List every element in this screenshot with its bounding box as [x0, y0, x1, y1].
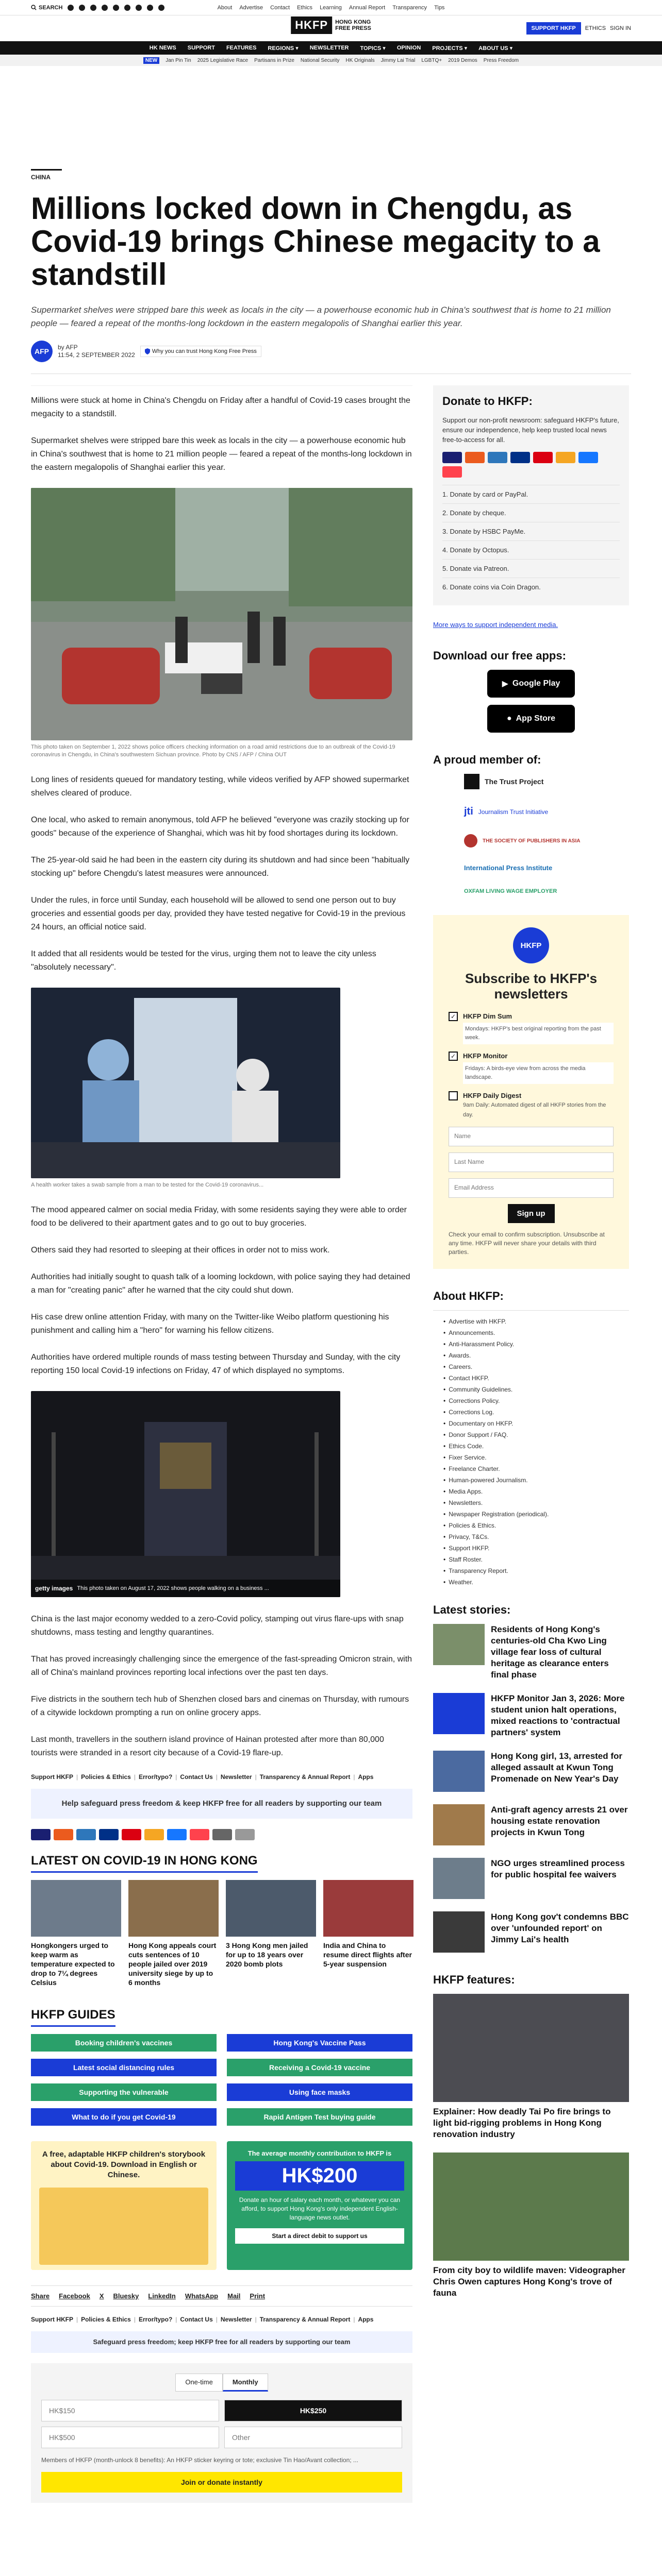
covid-stories — [31, 1880, 412, 1987]
byline — [31, 341, 631, 374]
about-title: About HKFP: — [433, 1290, 504, 1302]
policies-link[interactable]: Policies & Ethics — [81, 1773, 131, 1781]
promo-row — [31, 2141, 412, 2270]
linkedin-icon[interactable] — [124, 5, 130, 11]
shield-icon — [145, 348, 150, 354]
trust-project-icon — [464, 774, 479, 789]
photo-caption: A health worker takes a swab sample from a man to be tested for the Covid-19 coronavirus... — [31, 1182, 264, 1188]
mastercard-icon[interactable] — [465, 452, 485, 463]
about-link[interactable]: • Support HKFP. — [433, 1543, 629, 1554]
feature-title: From city boy to wildlife maven: Videographer Chris Owen captures Hong Kong's trove of fauna — [433, 2265, 625, 2298]
nav-about-us[interactable]: ABOUT US ▾ — [478, 45, 513, 52]
story-thumbnail — [323, 1880, 413, 1937]
patreon-icon[interactable] — [190, 1829, 209, 1840]
article-photo-police[interactable] — [31, 488, 412, 740]
nav-hk-news[interactable]: HK NEWS — [149, 45, 176, 51]
press-freedom-callout[interactable]: Safeguard press freedom; keep HKFP free for all readers by supporting our team — [31, 2331, 412, 2353]
feature-story[interactable] — [433, 2153, 629, 2299]
about-link[interactable]: • Policies & Ethics. — [433, 1520, 629, 1531]
story-thumbnail — [226, 1880, 316, 1937]
latest-story[interactable] — [433, 1624, 629, 1681]
article-paragraph: Under the rules, in force until Sunday, each household will be allowed to send one person out to buy groceries and essential goods per day, provided they have tested negative for Covid-19 in the previous 24 hours, an official notice said. — [31, 896, 406, 931]
article-paragraph: Millions were stuck at home in China's Chengdu on Friday after a handful of Covid-19 cases brought the megacity to a standstill. — [31, 385, 412, 421]
article-paragraph: Five districts in the southern tech hub of Shenzhen closed bars and cinemas on Thursday, with rumours of a citywide lockdown prompting a run on online grocery apps. — [31, 1695, 409, 1717]
share-bar — [31, 2285, 412, 2307]
util-link-about[interactable]: About — [217, 4, 233, 11]
about-link[interactable]: • Corrections Log. — [433, 1406, 629, 1418]
nav-opinion[interactable]: OPINION — [396, 45, 421, 51]
logo-mark: HKFP — [291, 16, 332, 34]
first-name-field[interactable]: Name — [449, 1127, 614, 1146]
byline-meta — [58, 344, 135, 359]
about-link[interactable]: • Corrections Policy. — [433, 1395, 629, 1406]
article-paragraph: Authorities had initially sought to quash talk of a looming lockdown, with police saying they had detained a man for "creating panic" after he warned that the city could shut down. — [31, 1273, 410, 1295]
masthead-actions — [526, 22, 631, 35]
latest-story[interactable] — [433, 1804, 629, 1845]
guide-button[interactable]: Latest social distancing rules — [31, 2059, 217, 2076]
article-category[interactable]: CHINA — [31, 169, 62, 181]
alipay-icon[interactable] — [578, 452, 598, 463]
share-linkedin[interactable]: LinkedIn — [148, 2292, 176, 2300]
covid-story-card[interactable] — [226, 1880, 316, 1987]
jti-logo[interactable]: jti Journalism Trust Initiative — [464, 806, 549, 817]
about-link[interactable]: • Community Guidelines. — [433, 1384, 629, 1395]
nav-features[interactable]: FEATURES — [226, 45, 257, 51]
site-logo[interactable] — [291, 16, 371, 34]
util-link-ethics[interactable]: Ethics — [297, 4, 313, 11]
story-thumbnail — [433, 1858, 485, 1899]
newsletter-desc: Mondays: HKFP's best original reporting from the past week. — [463, 1023, 614, 1044]
article-photo-street[interactable] — [31, 1391, 340, 1597]
rss-icon[interactable] — [158, 5, 164, 11]
about-link[interactable]: • Weather. — [433, 1577, 629, 1588]
sidebar-payment-icons — [442, 452, 620, 478]
amount-options — [41, 2400, 402, 2448]
util-link-contact[interactable]: Contact — [270, 4, 290, 11]
newsletter-option[interactable] — [449, 1012, 614, 1044]
nav-topics[interactable]: TOPICS ▾ — [360, 45, 386, 52]
alipay-icon[interactable] — [167, 1829, 187, 1840]
donate-option[interactable]: 1. Donate by card or PayPal. — [442, 485, 620, 503]
facebook-icon[interactable] — [79, 5, 85, 11]
guide-button[interactable]: Receiving a Covid-19 vaccine — [227, 2059, 412, 2076]
ethics-link[interactable]: ETHICS — [585, 25, 606, 31]
donate-panel — [433, 385, 629, 605]
photo-caption-overlay — [31, 1580, 340, 1597]
subnav-item[interactable]: HK Originals — [345, 57, 375, 63]
feature-image — [433, 1994, 629, 2102]
about-link[interactable]: • Newspaper Registration (periodical). — [433, 1509, 629, 1520]
new-badge: NEW — [143, 57, 159, 64]
share-mail[interactable]: Mail — [227, 2292, 241, 2300]
covid-story-card[interactable] — [128, 1880, 219, 1987]
checkbox-checked[interactable]: ✓ — [449, 1012, 458, 1021]
youtube-icon[interactable] — [113, 5, 119, 11]
article-subhead: Supermarket shelves were stripped bare this week as locals in the city — a powerhouse economic hub in China's southwest that is home to 21 million people — feared a repeat of the months-long lockdown in the eastern megalopolis of Shanghai earlier this year. — [31, 305, 611, 328]
support-link[interactable]: Support HKFP — [31, 1773, 73, 1781]
support-links: Support HKFP | Policies & Ethics | Error/typo? | Contact Us | Newsletter | Transparency & Annual Report | Apps — [31, 1773, 374, 1781]
error-link[interactable]: Error/typo? — [138, 1773, 173, 1781]
newsletter-desc: Fridays: A birds-eye view from across the media landscape. — [463, 1062, 614, 1084]
app-store-badge[interactable]: ● App Store — [487, 705, 575, 733]
amex-icon[interactable] — [488, 452, 507, 463]
twitter-icon[interactable] — [68, 5, 74, 11]
guide-button[interactable]: Hong Kong's Vaccine Pass — [227, 2034, 412, 2052]
newsletter-link[interactable]: Newsletter — [220, 1773, 252, 1781]
story-title: 3 Hong Kong men jailed for up to 18 years over 2020 bomb plots — [226, 1941, 308, 1968]
sopa-icon — [464, 834, 477, 848]
nav-support[interactable]: SUPPORT — [187, 45, 215, 51]
getty-images-logo: getty images — [35, 1585, 73, 1592]
storybook-promo[interactable] — [31, 2141, 217, 2270]
story-thumbnail — [128, 1880, 219, 1937]
article-paragraph: China is the last major economy wedded to a zero-Covid policy, stamping out virus flare-ups with snap shutdowns, mass testing and lengthy quarantines. — [31, 1615, 404, 1637]
newsletter-link[interactable]: Newsletter — [220, 2316, 252, 2323]
share-whatsapp[interactable]: WhatsApp — [185, 2292, 219, 2300]
article-photo-swab[interactable] — [31, 988, 340, 1178]
latest-title: Latest stories: — [433, 1603, 511, 1616]
about-link[interactable]: • Awards. — [433, 1350, 629, 1361]
checkbox-checked[interactable]: ✓ — [449, 1052, 458, 1061]
payme-icon[interactable] — [533, 452, 553, 463]
content-layout — [31, 385, 631, 2503]
policies-link[interactable]: Policies & Ethics — [81, 2316, 131, 2323]
transparency-link[interactable]: Transparency & Annual Report — [259, 1773, 351, 1781]
story-title: Hong Kong gov't condemns BBC over 'unfounded report' on Jimmy Lai's health — [491, 1912, 629, 1944]
apple-icon: ● — [506, 714, 512, 723]
guide-button[interactable]: Using face masks — [227, 2083, 412, 2101]
masthead — [0, 15, 662, 41]
storybook-text: A free, adaptable HKFP children's storybook about Covid-19. Download in English or Chinese. — [42, 2150, 206, 2179]
about-link[interactable]: • Announcements. — [433, 1327, 629, 1338]
article-paragraph: Long lines of residents queued for mandatory testing, while videos verified by AFP showed supermarket shelves cleared of produce. — [31, 775, 409, 798]
article-paragraph: That has proved increasingly challenging since the emergence of the fast-spreading Omicron strain, with all of China's mainland provinces reporting local infections over the past ten days. — [31, 1655, 412, 1677]
author-avatar[interactable]: AFP — [31, 341, 53, 362]
visa-icon[interactable] — [442, 452, 462, 463]
article-paragraph: Last month, travellers in the southern island province of Hainan protested after more than 80,000 tourists were stranded in a resort city because of a Covid-19 flare-up. — [31, 1735, 384, 1757]
contribution-note: Donate an hour of salary each month, or whatever you can afford, to support Hong Kong's only independent English-language news outlet. — [239, 2196, 401, 2221]
story-title: Hongkongers urged to keep warm as temperature expected to drop to 7¼ degrees Celsius — [31, 1941, 115, 1987]
join-donate-button[interactable]: Join or donate instantly — [41, 2472, 402, 2493]
contact-link[interactable]: Contact Us — [180, 1773, 213, 1781]
story-thumbnail — [433, 1911, 485, 1953]
contribution-label: The average monthly contribution to HKFP is — [247, 2149, 392, 2157]
utility-left — [31, 5, 201, 11]
util-link-annual-report[interactable]: Annual Report — [349, 4, 386, 11]
threads-icon[interactable] — [102, 5, 108, 11]
newsletter-desc: 9am Daily: Automated digest of all HKFP stories from the day. — [463, 1102, 606, 1118]
sidebar — [433, 385, 629, 2503]
trust-project-logo[interactable]: The Trust Project — [464, 774, 629, 789]
util-link-tips[interactable]: Tips — [434, 4, 445, 11]
newsletter-signup — [433, 915, 629, 1269]
about-link[interactable]: • Staff Roster. — [433, 1554, 629, 1565]
donate-widget — [31, 2363, 412, 2503]
cheque-icon[interactable] — [212, 1829, 232, 1840]
octopus-icon[interactable] — [556, 452, 575, 463]
story-thumbnail — [433, 1624, 485, 1665]
app-badges — [433, 670, 629, 733]
latest-story[interactable] — [433, 1693, 629, 1738]
about-links — [433, 1310, 629, 1588]
article-paragraph: The 25-year-old said he had been in the eastern city during its shutdown and had since been "habitually stocking up" before Chengdu's latest measures were announced. — [31, 856, 410, 878]
apps-link[interactable]: Apps — [358, 2316, 374, 2323]
guide-button[interactable]: What to do if you get Covid-19 — [31, 2108, 217, 2126]
newsletter-name: HKFP Daily Digest — [463, 1092, 522, 1099]
covid-story-card[interactable] — [323, 1880, 413, 1987]
share-bluesky[interactable]: Bluesky — [113, 2292, 139, 2300]
article-paragraph: Supermarket shelves were stripped bare this week as locals in the city — a powerhouse economic hub in China's southwest that is home to 21 million people — feared a repeat of the months-long lockdown in the eastern megalopolis of Shanghai earlier this year. — [31, 436, 412, 472]
main-nav — [0, 41, 662, 55]
story-title: Hong Kong appeals court cuts sentences of 10 people jailed over 2019 university siege by up to 6 months — [128, 1941, 217, 1987]
sign-in-link[interactable]: SIGN IN — [610, 25, 631, 31]
support-hkfp-button[interactable]: SUPPORT HKFP — [526, 22, 581, 35]
street-image — [31, 1391, 340, 1597]
signup-button[interactable]: Sign up — [508, 1204, 555, 1223]
story-thumbnail — [433, 1693, 485, 1734]
amex-icon[interactable] — [76, 1829, 96, 1840]
amount-option[interactable]: HK$150 — [41, 2400, 219, 2421]
covid-section-title[interactable]: LATEST ON COVID-19 IN HONG KONG — [31, 1854, 258, 1873]
publish-date: 11:54, 2 SEPTEMBER 2022 — [58, 351, 135, 359]
guides-grid — [31, 2034, 412, 2126]
subnav-item[interactable]: 2019 Demos — [448, 57, 477, 63]
apps-link[interactable]: Apps — [358, 1773, 374, 1781]
article-paragraph: Authorities have ordered multiple rounds of mass testing between Thursday and Sunday, with the city reporting 150 local Covid-19 infections on Friday, 47 of which displayed no symptoms. — [31, 1353, 401, 1375]
story-thumbnail — [433, 1751, 485, 1792]
author-name[interactable]: by AFP — [58, 344, 78, 351]
about-link[interactable]: • Contact HKFP. — [433, 1372, 629, 1384]
tab-one-time[interactable]: One-time — [175, 2374, 222, 2392]
google-play-badge[interactable]: ▶ Google Play — [487, 670, 575, 698]
support-callout[interactable]: Help safeguard press freedom & keep HKFP free for all readers by supporting our team — [31, 1789, 412, 1819]
story-title: Anti-graft agency arrests 21 over housing estate renovation projects in Kwun Tong — [491, 1805, 628, 1837]
newsletter-option[interactable] — [449, 1052, 614, 1084]
newsletter-name: HKFP Monitor — [463, 1052, 508, 1060]
latest-story[interactable] — [433, 1751, 629, 1792]
article-paragraph: His case drew online attention Friday, with many on the Twitter-like Weibo platform questioning his punishment and calling him a "hero" for warning his fellow citizens. — [31, 1313, 389, 1335]
oxfam-logo[interactable]: OXFAM LIVING WAGE EMPLOYER — [464, 888, 557, 894]
hkfp-logo: HKFP — [513, 927, 549, 963]
payme-icon[interactable] — [122, 1829, 141, 1840]
octopus-icon[interactable] — [144, 1829, 164, 1840]
share-x[interactable]: X — [99, 2292, 104, 2300]
story-thumbnail — [31, 1880, 121, 1937]
about-link[interactable]: • Advertise with HKFP. — [433, 1316, 629, 1327]
donate-option[interactable]: 6. Donate coins via Coin Dragon. — [442, 578, 620, 596]
story-title: Residents of Hong Kong's centuries-old Cha Kwo Ling village fear loss of cultural heritage as clearance enters final phase — [491, 1624, 609, 1680]
story-title: NGO urges streamlined process for public hospital fee waivers — [491, 1858, 625, 1879]
storybook-image — [39, 2188, 208, 2265]
about-link[interactable]: • Newsletters. — [433, 1497, 629, 1509]
donate-option[interactable]: 3. Donate by HSBC PayMe. — [442, 522, 620, 540]
article-paragraph: It added that all residents would be tested for the virus, urging them not to leave the city unless "absolutely necessary". — [31, 950, 376, 972]
logo-wordmark: HONG KONG FREE PRESS — [335, 19, 371, 31]
amount-option-selected[interactable]: HK$250 — [224, 2400, 402, 2421]
share-print[interactable]: Print — [250, 2292, 266, 2300]
about-link[interactable]: • Human-powered Journalism. — [433, 1475, 629, 1486]
search-button[interactable]: SEARCH — [31, 5, 62, 11]
paypal-icon[interactable] — [510, 452, 530, 463]
support-link[interactable]: Support HKFP — [31, 2316, 73, 2323]
article-paragraph: Others said they had resorted to sleeping at their offices in order not to miss work. — [31, 1246, 330, 1255]
search-icon — [31, 5, 37, 10]
about-link[interactable]: • Media Apps. — [433, 1486, 629, 1497]
guide-button[interactable]: Booking children's vaccines — [31, 2034, 217, 2052]
latest-story[interactable] — [433, 1858, 629, 1899]
telegram-icon[interactable] — [136, 5, 142, 11]
donate-option[interactable]: 2. Donate by cheque. — [442, 503, 620, 522]
article-body — [31, 385, 412, 2503]
contact-link[interactable]: Contact Us — [180, 2316, 213, 2323]
donate-options — [442, 485, 620, 596]
instagram-icon[interactable] — [90, 5, 96, 11]
ipi-logo[interactable]: International Press Institute — [464, 864, 553, 872]
about-link[interactable]: • Privacy, T&Cs. — [433, 1531, 629, 1543]
subnav-item[interactable]: LGBTQ+ — [421, 57, 442, 63]
member-logos — [433, 774, 629, 894]
newsletter-option[interactable] — [449, 1091, 614, 1120]
play-icon: ▶ — [502, 680, 508, 688]
frequency-tabs — [41, 2374, 402, 2392]
about-link[interactable]: • Ethics Code. — [433, 1440, 629, 1452]
util-link-learning[interactable]: Learning — [320, 4, 342, 11]
payment-methods — [31, 1829, 412, 1840]
guides-section-title[interactable]: HKFP GUIDES — [31, 2008, 115, 2027]
page-container — [31, 66, 631, 2503]
email-field[interactable]: Email Address — [449, 1178, 614, 1198]
photo-caption: This photo taken on August 17, 2022 shows people walking on a business ... — [77, 1585, 269, 1591]
bank-icon[interactable] — [235, 1829, 255, 1840]
about-link[interactable]: • Fixer Service. — [433, 1452, 629, 1463]
tab-monthly[interactable]: Monthly — [223, 2374, 268, 2392]
mastercard-icon[interactable] — [54, 1829, 73, 1840]
contribution-amount: HK$200 — [235, 2161, 404, 2191]
jti-icon: jti — [464, 806, 473, 817]
direct-debit-button[interactable]: Start a direct debit to support us — [235, 2228, 404, 2244]
donate-option[interactable]: 5. Donate via Patreon. — [442, 559, 620, 578]
amount-option[interactable]: HK$500 — [41, 2427, 219, 2448]
support-links-bottom: Support HKFP | Policies & Ethics | Error/typo? | Contact Us | Newsletter | Transparency & Annual Report | Apps — [31, 2316, 374, 2323]
guide-button[interactable]: Supporting the vulnerable — [31, 2083, 217, 2101]
subnav-item[interactable]: Jimmy Lai Trial — [380, 57, 416, 63]
about-link[interactable]: • Freelance Charter. — [433, 1463, 629, 1475]
story-thumbnail — [433, 1804, 485, 1845]
email-icon[interactable] — [147, 5, 153, 11]
covid-story-card[interactable] — [31, 1880, 121, 1987]
latest-stories — [433, 1624, 629, 1953]
util-link-advertise[interactable]: Advertise — [239, 4, 263, 11]
subnav-item[interactable]: Jan Pin Tin — [166, 57, 191, 63]
story-title: Hong Kong girl, 13, arrested for alleged assault at Kwun Tong Promenade on New Year's Day — [491, 1751, 623, 1784]
utility-links — [201, 5, 461, 11]
subnav-item[interactable]: Press Freedom — [483, 57, 519, 63]
nav-regions[interactable]: REGIONS ▾ — [268, 45, 299, 52]
swab-test-image — [31, 988, 340, 1178]
amount-other[interactable]: Other — [224, 2427, 402, 2448]
article-paragraph: One local, who asked to remain anonymous, told AFP he believed "everyone was crazily stocking up for goods" because of the experience of Shanghai, which was hit by food shortages during its lockdown. — [31, 816, 409, 838]
subnav-item[interactable]: Partisans in Prize — [254, 57, 294, 63]
about-link[interactable]: • Documentary on HKFP. — [433, 1418, 629, 1429]
about-link[interactable]: • Transparency Report. — [433, 1565, 629, 1577]
about-link[interactable]: • Donor Support / FAQ. — [433, 1429, 629, 1440]
more-ways-link[interactable]: More ways to support independent media. — [433, 621, 558, 629]
trust-button[interactable]: Why you can trust Hong Kong Free Press — [140, 346, 261, 357]
latest-story[interactable] — [433, 1911, 629, 1953]
last-name-field[interactable]: Last Name — [449, 1153, 614, 1172]
story-title: India and China to resume direct flights after 5-year suspension — [323, 1941, 412, 1968]
article-headline: Millions locked down in Chengdu, as Covid-19 brings Chinese megacity to a standstill — [31, 191, 600, 292]
donate-title: Donate to HKFP: — [442, 395, 533, 408]
sopa-logo[interactable]: THE SOCIETY OF PUBLISHERS IN ASIA — [464, 834, 629, 848]
transparency-link[interactable]: Transparency & Annual Report — [259, 2316, 351, 2323]
newsletter-title: Subscribe to HKFP's newsletters — [465, 971, 598, 1002]
apps-title: Download our free apps: — [433, 649, 566, 662]
donate-option[interactable]: 4. Donate by Octopus. — [442, 540, 620, 559]
photo-caption: This photo taken on September 1, 2022 shows police officers checking information on a road amid restrictions due to an outbreak of the Covid-19 coronavirus in Chengdu, in China's southwestern Sichuan province. Photo by CNS / AFP / China OUT — [31, 744, 395, 758]
guide-button[interactable]: Rapid Antigen Test buying guide — [227, 2108, 412, 2126]
share-facebook[interactable]: Facebook — [59, 2292, 90, 2300]
newsletter-name: HKFP Dim Sum — [463, 1012, 512, 1020]
newsletter-note: Check your email to confirm subscription. Unsubscribe at any time. HKFP will never share your details with third parties. — [449, 1231, 605, 1256]
ad-space — [31, 66, 631, 159]
visa-icon[interactable] — [31, 1829, 51, 1840]
member-title: A proud member of: — [433, 753, 541, 766]
subnav-item[interactable]: National Security — [300, 57, 340, 63]
article-paragraph: The mood appeared calmer on social media Friday, with some residents saying they were able to order food to be delivered to their apartment gates and to go out to buy groceries. — [31, 1206, 407, 1228]
utility-bar — [0, 0, 662, 15]
sub-nav — [0, 55, 662, 66]
feature-story[interactable] — [433, 1994, 629, 2140]
about-link[interactable]: • Anti-Harassment Policy. — [433, 1338, 629, 1350]
police-checkpoint-image — [31, 488, 412, 740]
subnav-item[interactable]: 2025 Legislative Race — [197, 57, 249, 63]
about-link[interactable]: • Careers. — [433, 1361, 629, 1372]
error-link[interactable]: Error/typo? — [138, 2316, 173, 2323]
util-link-transparency[interactable]: Transparency — [392, 4, 427, 11]
story-title: HKFP Monitor Jan 3, 2026: More student union halt operations, mixed reactions to 'contractual partners' system — [491, 1693, 625, 1737]
patreon-icon[interactable] — [442, 466, 462, 478]
share-label: Share — [31, 2292, 50, 2300]
paypal-icon[interactable] — [99, 1829, 119, 1840]
donate-text: Support our non-profit newsroom: safeguard HKFP's future, ensure our independence, help keep trusted local news free-to-access for all. — [442, 416, 619, 444]
feature-title: Explainer: How deadly Tai Po fire brings to light bid-rigging problems in Hong Kong renovation industry — [433, 2107, 611, 2139]
membership-note: Members of HKFP (month-unlock 8 benefits): An HKFP sticker keyring or tote; exclusive Tin Hao/Avant collection; ... — [41, 2456, 358, 2464]
feature-image — [433, 2153, 629, 2261]
checkbox-unchecked[interactable] — [449, 1091, 458, 1100]
nav-projects[interactable]: PROJECTS ▾ — [432, 45, 468, 52]
monthly-contribution-promo[interactable] — [227, 2141, 412, 2270]
features-title: HKFP features: — [433, 1973, 515, 1986]
nav-newsletter[interactable]: NEWSLETTER — [309, 45, 349, 51]
